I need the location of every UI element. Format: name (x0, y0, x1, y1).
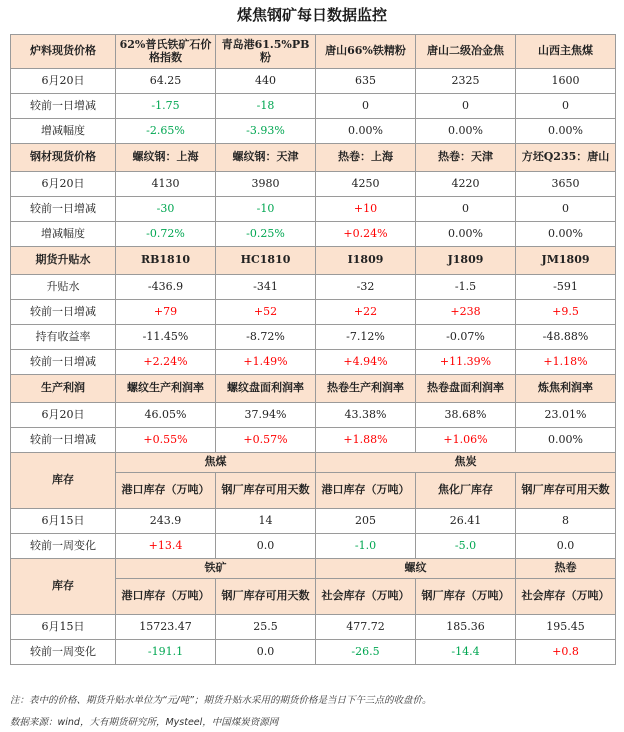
column-header: 螺纹盘面利润率 (216, 375, 316, 403)
value-cell: +1.18% (516, 350, 616, 375)
row-label: 较前一周变化 (11, 534, 116, 559)
value-cell: 635 (316, 69, 416, 94)
column-header: 青岛港61.5%PB粉 (216, 35, 316, 69)
table-row (11, 350, 616, 375)
table-row (11, 403, 616, 428)
value-cell: -10 (216, 197, 316, 222)
page-title: 煤焦钢矿每日数据监控 (236, 6, 387, 24)
value-cell: 43.38% (316, 403, 416, 428)
value-cell: -26.5 (316, 640, 416, 665)
value-cell: 0 (516, 197, 616, 222)
value-cell: 0 (316, 94, 416, 119)
value-cell: 14 (216, 509, 316, 534)
value-cell: 0.00% (416, 119, 516, 144)
value-cell: 37.94% (216, 403, 316, 428)
row-label: 增减幅度 (11, 222, 116, 247)
table-row (11, 69, 616, 94)
table-row (11, 428, 616, 453)
column-header: 钢厂库存可用天数 (216, 579, 316, 615)
column-header: 港口库存（万吨） (116, 579, 216, 615)
value-cell: +0.55% (116, 428, 216, 453)
column-header: 社会库存（万吨） (316, 579, 416, 615)
value-cell: -30 (116, 197, 216, 222)
section-label: 期货升贴水 (11, 247, 116, 275)
value-cell: +238 (416, 300, 516, 325)
column-header: 焦化厂库存 (416, 473, 516, 509)
column-header: HC1810 (216, 247, 316, 275)
value-cell: -14.4 (416, 640, 516, 665)
value-cell: 440 (216, 69, 316, 94)
row-label: 较前一日增减 (11, 94, 116, 119)
group-header: 铁矿 (116, 559, 316, 579)
value-cell: +10 (316, 197, 416, 222)
value-cell: 0.00% (316, 119, 416, 144)
row-label: 持有收益率 (11, 325, 116, 350)
group-header: 焦煤 (116, 453, 316, 473)
steel-header-row (11, 144, 616, 172)
value-cell: 1600 (516, 69, 616, 94)
column-header: 钢厂库存（万吨） (416, 579, 516, 615)
value-cell: 0.00% (516, 222, 616, 247)
section-label: 库存 (11, 559, 116, 615)
footnote: 注：表中的价格、期货升贴水单位为“元/吨”；期货升贴水采用的期货价格是当日下午三点的收盘价。 (10, 695, 432, 706)
value-cell: +1.88% (316, 428, 416, 453)
column-header: 钢厂库存可用天数 (216, 473, 316, 509)
profit-header-row (11, 375, 616, 403)
value-cell: +1.49% (216, 350, 316, 375)
value-cell: 0.00% (516, 119, 616, 144)
row-label: 6月20日 (11, 69, 116, 94)
value-cell: +13.4 (116, 534, 216, 559)
value-cell: 2325 (416, 69, 516, 94)
value-cell: +11.39% (416, 350, 516, 375)
column-header: 山西主焦煤 (516, 35, 616, 69)
inventory-group-row (11, 453, 616, 473)
value-cell: 477.72 (316, 615, 416, 640)
value-cell: +79 (116, 300, 216, 325)
value-cell: 185.36 (416, 615, 516, 640)
value-cell: -341 (216, 275, 316, 300)
value-cell: -591 (516, 275, 616, 300)
value-cell: 0.0 (216, 640, 316, 665)
table-row (11, 197, 616, 222)
value-cell: 26.41 (416, 509, 516, 534)
value-cell: +0.24% (316, 222, 416, 247)
column-header: 社会库存（万吨） (516, 579, 616, 615)
value-cell: 195.45 (516, 615, 616, 640)
value-cell: 0.00% (416, 222, 516, 247)
group-header: 螺纹 (316, 559, 516, 579)
value-cell: -32 (316, 275, 416, 300)
value-cell: 0.0 (216, 534, 316, 559)
value-cell: 38.68% (416, 403, 516, 428)
value-cell: 0.00% (516, 428, 616, 453)
group-header: 热卷 (516, 559, 616, 579)
data-source: 数据来源：wind，大有期货研究所，Mysteel，中国煤炭资源网 (10, 717, 279, 728)
furnace-header-row (11, 35, 616, 69)
table-row (11, 172, 616, 197)
row-label: 6月15日 (11, 509, 116, 534)
row-label: 较前一日增减 (11, 350, 116, 375)
value-cell: -18 (216, 94, 316, 119)
value-cell: 0.0 (516, 534, 616, 559)
table-row (11, 275, 616, 300)
table-row (11, 222, 616, 247)
section-label: 钢材现货价格 (11, 144, 116, 172)
row-label: 较前一日增减 (11, 300, 116, 325)
value-cell: -1.5 (416, 275, 516, 300)
group-header: 焦炭 (316, 453, 616, 473)
row-label: 较前一日增减 (11, 428, 116, 453)
column-header: 螺纹钢：天津 (216, 144, 316, 172)
value-cell: 0 (516, 94, 616, 119)
column-header: 热卷盘面利润率 (416, 375, 516, 403)
value-cell: -11.45% (116, 325, 216, 350)
value-cell: -3.93% (216, 119, 316, 144)
value-cell: -5.0 (416, 534, 516, 559)
value-cell: +22 (316, 300, 416, 325)
value-cell: -0.07% (416, 325, 516, 350)
row-label: 6月20日 (11, 172, 116, 197)
column-header: 港口库存（万吨） (316, 473, 416, 509)
value-cell: -8.72% (216, 325, 316, 350)
column-header: 炼焦利润率 (516, 375, 616, 403)
table-row (11, 534, 616, 559)
row-label: 6月15日 (11, 615, 116, 640)
value-cell: -2.65% (116, 119, 216, 144)
value-cell: 3650 (516, 172, 616, 197)
value-cell: -1.75 (116, 94, 216, 119)
futures-header-row (11, 247, 616, 275)
column-header: 唐山二级冶金焦 (416, 35, 516, 69)
value-cell: -191.1 (116, 640, 216, 665)
value-cell: -0.25% (216, 222, 316, 247)
value-cell: -1.0 (316, 534, 416, 559)
column-header: I1809 (316, 247, 416, 275)
column-header: 螺纹生产利润率 (116, 375, 216, 403)
column-header: 唐山66%铁精粉 (316, 35, 416, 69)
row-label: 升贴水 (11, 275, 116, 300)
value-cell: -436.9 (116, 275, 216, 300)
column-header: 热卷：上海 (316, 144, 416, 172)
inventory-group-row (11, 559, 616, 579)
value-cell: +0.8 (516, 640, 616, 665)
column-header: JM1809 (516, 247, 616, 275)
table-row (11, 509, 616, 534)
value-cell: 205 (316, 509, 416, 534)
column-header: 热卷生产利润率 (316, 375, 416, 403)
value-cell: 8 (516, 509, 616, 534)
value-cell: -7.12% (316, 325, 416, 350)
value-cell: +52 (216, 300, 316, 325)
table-row (11, 300, 616, 325)
value-cell: 0 (416, 197, 516, 222)
table-row (11, 94, 616, 119)
value-cell: +4.94% (316, 350, 416, 375)
value-cell: 25.5 (216, 615, 316, 640)
value-cell: 23.01% (516, 403, 616, 428)
section-label: 炉料现货价格 (11, 35, 116, 69)
value-cell: 46.05% (116, 403, 216, 428)
value-cell: -0.72% (116, 222, 216, 247)
value-cell: 64.25 (116, 69, 216, 94)
column-header: 港口库存（万吨） (116, 473, 216, 509)
table-row (11, 615, 616, 640)
column-header: 62%普氏铁矿石价格指数 (116, 35, 216, 69)
value-cell: +0.57% (216, 428, 316, 453)
table-row (11, 325, 616, 350)
table-row (11, 119, 616, 144)
data-monitor-table (10, 34, 616, 665)
value-cell: 15723.47 (116, 615, 216, 640)
column-header: 方坯Q235：唐山 (516, 144, 616, 172)
column-header: 热卷：天津 (416, 144, 516, 172)
value-cell: 4130 (116, 172, 216, 197)
value-cell: 4220 (416, 172, 516, 197)
column-header: RB1810 (116, 247, 216, 275)
table-row (11, 640, 616, 665)
row-label: 较前一日增减 (11, 197, 116, 222)
value-cell: 3980 (216, 172, 316, 197)
value-cell: +9.5 (516, 300, 616, 325)
value-cell: 0 (416, 94, 516, 119)
column-header: J1809 (416, 247, 516, 275)
row-label: 较前一周变化 (11, 640, 116, 665)
column-header: 螺纹钢：上海 (116, 144, 216, 172)
value-cell: 243.9 (116, 509, 216, 534)
column-header: 钢厂库存可用天数 (516, 473, 616, 509)
row-label: 6月20日 (11, 403, 116, 428)
value-cell: -48.88% (516, 325, 616, 350)
section-label: 生产利润 (11, 375, 116, 403)
section-label: 库存 (11, 453, 116, 509)
row-label: 增减幅度 (11, 119, 116, 144)
value-cell: +1.06% (416, 428, 516, 453)
value-cell: 4250 (316, 172, 416, 197)
value-cell: +2.24% (116, 350, 216, 375)
